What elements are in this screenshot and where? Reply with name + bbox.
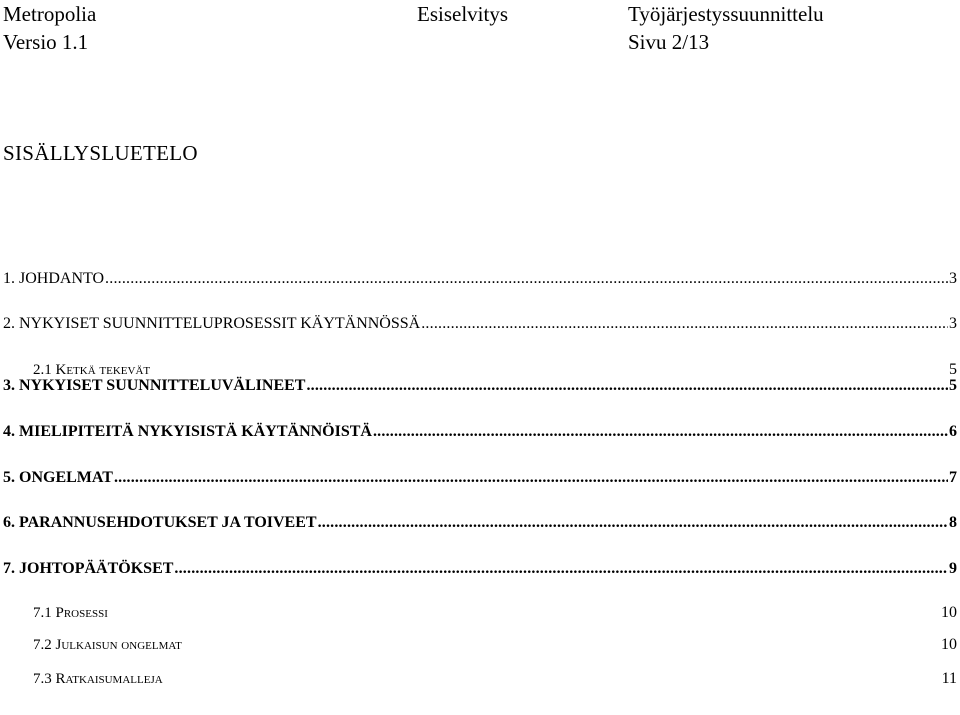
- toc-entry-label: 1. JOHDANTO: [3, 270, 105, 287]
- toc-leader-dots: [114, 469, 948, 487]
- toc-leader-dots: [318, 514, 948, 532]
- toc-leader-dots: [373, 423, 948, 441]
- toc-entry-page: 10: [941, 636, 957, 653]
- toc-entry-page: 6: [949, 423, 957, 440]
- toc-entry-2[interactable]: [3, 315, 957, 333]
- toc-entry-7-2[interactable]: [33, 636, 957, 654]
- toc-entry-label: 7.2 Julkaisun ongelmat: [33, 637, 182, 653]
- toc-entry-page: 5: [949, 361, 957, 378]
- toc-entry-label: 6. PARANNUSEHDOTUKSET JA TOIVEET: [3, 514, 317, 531]
- header-doc-type: Esiselvitys: [417, 2, 509, 26]
- toc-title: SISÄLLYSLUETELO: [3, 141, 198, 165]
- toc-entry-label: 5. ONGELMAT: [3, 469, 113, 486]
- toc-entry-1[interactable]: [3, 270, 957, 288]
- toc-entry-page: 3: [949, 315, 957, 332]
- toc-entry-page: 9: [949, 560, 957, 577]
- header-page-number: Sivu 2/13: [628, 30, 710, 54]
- header-version: Versio 1.1: [3, 30, 89, 54]
- toc-entry-label: 7.3 Ratkaisumalleja: [33, 671, 163, 687]
- toc-entry-label: 2. NYKYISET SUUNNITTELUPROSESSIT KÄYTÄNNÖSSÄ: [3, 315, 421, 332]
- toc-entry-page: 10: [941, 604, 957, 621]
- toc-entry-label: 2.1 Ketkä tekevät: [33, 362, 151, 378]
- toc-entry-page: 7: [949, 469, 957, 486]
- toc-entry-page: 11: [941, 670, 957, 687]
- toc-entry-7-1[interactable]: [33, 604, 957, 622]
- header-project: Työjärjestyssuunnittelu: [628, 2, 824, 26]
- toc-leader-dots: [105, 270, 948, 288]
- toc-entry-label: 4. MIELIPITEITÄ NYKYISISTÄ KÄYTÄNNÖISTÄ: [3, 423, 372, 440]
- toc-entry-page: 5: [949, 377, 957, 394]
- toc-entry-4[interactable]: [3, 423, 957, 441]
- header-org: Metropolia: [3, 2, 97, 26]
- toc-entry-label: 7.1 Prosessi: [33, 605, 108, 621]
- toc-entry-5[interactable]: [3, 469, 957, 487]
- toc-entry-page: 8: [949, 514, 957, 531]
- toc-entry-page: 3: [949, 270, 957, 287]
- toc-entry-3[interactable]: [3, 377, 957, 395]
- toc-entry-label: 7. JOHTOPÄÄTÖKSET: [3, 560, 174, 577]
- toc-entry-7[interactable]: [3, 560, 957, 578]
- toc-entry-7-3[interactable]: [33, 670, 957, 688]
- toc-entry-6[interactable]: [3, 514, 957, 532]
- toc-entry-label: 3. NYKYISET SUUNNITTELUVÄLINEET: [3, 377, 306, 394]
- toc-leader-dots: [421, 315, 948, 333]
- toc-leader-dots: [306, 377, 948, 395]
- toc-leader-dots: [174, 560, 948, 578]
